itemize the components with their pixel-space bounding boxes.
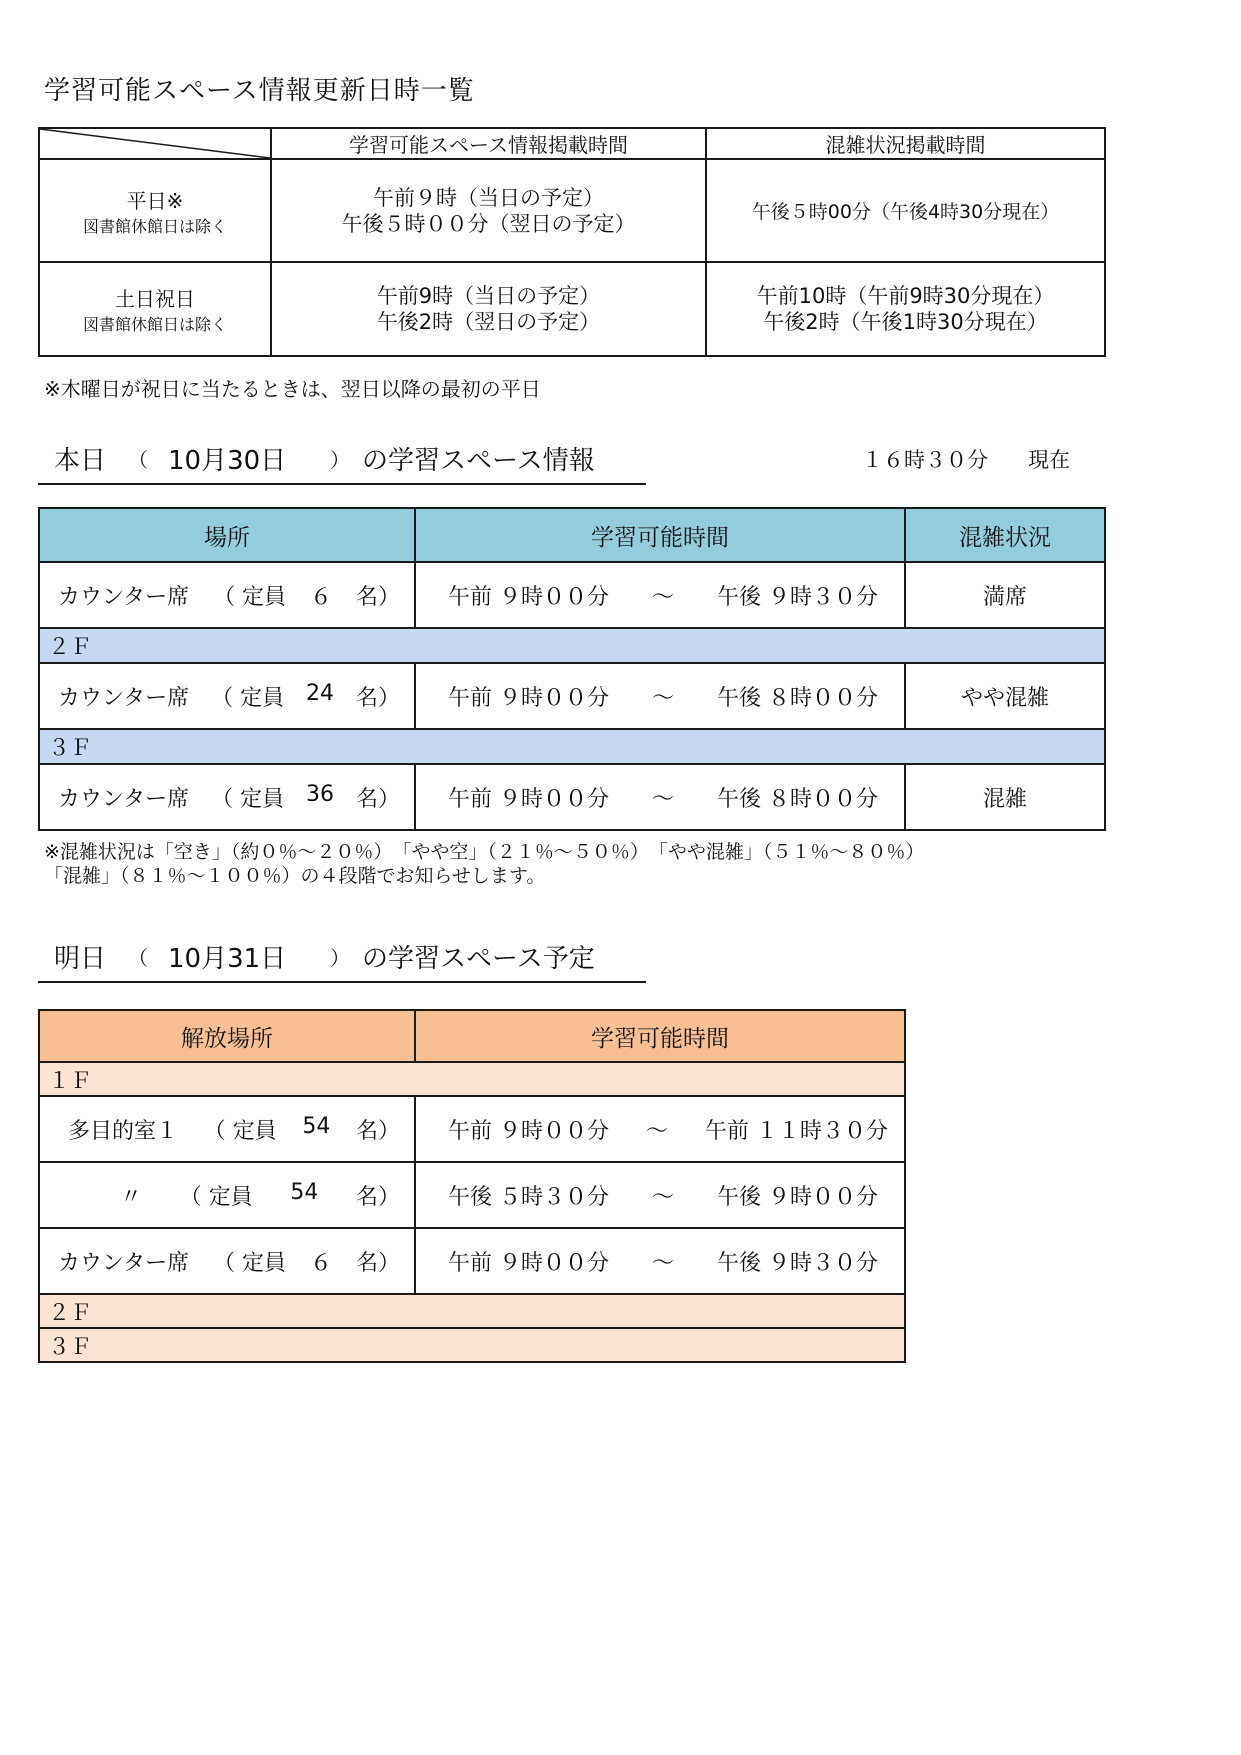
today-date: 10月30日	[168, 446, 287, 476]
tilde: ～	[651, 584, 674, 610]
weekday-label: 平日※	[126, 188, 184, 213]
weekend-congestion-time-2: 午後2時（午後1時30分現在）	[763, 310, 1048, 334]
weekend-congestion-time-1: 午前10時（午前9時30分現在）	[756, 284, 1055, 308]
tomorrow-heading-underline	[38, 981, 646, 983]
table-row	[39, 663, 1105, 729]
tomorrow-suffix: の学習スペース予定	[362, 944, 595, 974]
diagonal-line	[40, 129, 270, 158]
header-open-place: 解放場所	[39, 1010, 415, 1062]
capacity-close: 名）	[355, 786, 400, 812]
floor-label: ３Ｆ	[39, 729, 1105, 764]
start-time: 午前 ９時００分	[448, 584, 609, 610]
congestion-note-line-2: 「混雑」（８１％～１００％）の４段階でお知らせします。	[44, 865, 546, 887]
floor-row	[39, 1062, 905, 1096]
capacity-open: （ 定員	[211, 786, 285, 812]
header-hours: 学習可能時間	[415, 1010, 905, 1062]
today-suffix: の学習スペース情報	[362, 446, 595, 476]
congestion-note	[44, 840, 924, 888]
seat-name-cell	[40, 681, 414, 712]
seat-name: 多目的室１	[68, 1118, 179, 1144]
hours-cell	[416, 580, 904, 611]
floor-label: ２Ｆ	[39, 1294, 905, 1328]
weekend-congestion-times	[706, 262, 1105, 356]
weekday-space-times	[271, 159, 706, 262]
today-paren-close: ）	[330, 448, 350, 472]
hours-cell	[416, 1246, 904, 1277]
weekday-sublabel: 図書館休館日は除く	[82, 216, 227, 236]
start-time: 午前 ９時００分	[448, 685, 609, 711]
table-row	[39, 764, 1105, 830]
tomorrow-space-table	[38, 1009, 906, 1363]
status-cell: 混雑	[905, 764, 1105, 830]
seat-name: カウンター席	[58, 1250, 190, 1276]
hours-cell	[416, 1114, 904, 1145]
start-time: 午後 ５時３０分	[448, 1184, 609, 1210]
end-time: 午後 ８時００分	[716, 786, 878, 812]
header-space-posting-time: 学習可能スペース情報掲載時間	[271, 128, 706, 159]
update-schedule-table	[38, 127, 1106, 357]
capacity-value: 36	[306, 781, 335, 807]
start-time: 午前 ９時００分	[448, 1118, 609, 1144]
table-row	[39, 562, 1105, 628]
capacity-value: 54	[302, 1113, 331, 1139]
header-congestion-posting-time: 混雑状況掲載時間	[706, 128, 1105, 159]
header-hours: 学習可能時間	[415, 508, 905, 562]
seat-name: カウンター席	[58, 786, 190, 812]
hours-cell	[416, 782, 904, 813]
seat-name-cell	[40, 580, 414, 611]
tilde: ～	[651, 1250, 674, 1276]
status-cell: やや混雑	[905, 663, 1105, 729]
seat-name: カウンター席	[58, 685, 190, 711]
today-heading	[0, 440, 1241, 480]
capacity-value: ６	[310, 1250, 333, 1276]
tilde: ～	[651, 1184, 674, 1210]
today-space-table	[38, 507, 1106, 831]
weekend-space-times	[271, 262, 706, 356]
holiday-note: ※木曜日が祝日に当たるときは、翌日以降の最初の平日	[44, 377, 541, 401]
tomorrow-paren-open: （	[128, 946, 148, 970]
floor-row	[39, 628, 1105, 663]
end-time: 午前 １１時３０分	[704, 1118, 888, 1144]
tomorrow-paren-close: ）	[330, 946, 350, 970]
seat-name-cell	[40, 1246, 414, 1277]
capacity-close: 名）	[355, 584, 400, 610]
weekday-congestion-time-1: 午後５時00分（午後4時30分現在）	[751, 201, 1060, 223]
hours-cell	[416, 1180, 904, 1211]
floor-row	[39, 1294, 905, 1328]
seat-name-cell	[40, 782, 414, 813]
today-heading-underline	[38, 483, 646, 485]
floor-label: １Ｆ	[39, 1062, 905, 1096]
floor-label: ３Ｆ	[39, 1328, 905, 1362]
tomorrow-heading	[0, 938, 1241, 978]
capacity-close: 名）	[355, 1184, 400, 1210]
diagonal-header-cell	[39, 128, 271, 159]
congestion-note-line-1: ※混雑状況は「空き」（約０％～２０％） 「やや空」（２１％～５０％） 「やや混雑」（５１％～８０％）	[44, 841, 925, 863]
floor-row	[39, 1328, 905, 1362]
capacity-open: （ 定員	[213, 584, 287, 610]
table-row	[39, 1228, 905, 1294]
start-time: 午前 ９時００分	[448, 1250, 609, 1276]
capacity-close: 名）	[355, 685, 400, 711]
table-row	[39, 1162, 905, 1228]
capacity-value: 54	[290, 1179, 319, 1205]
capacity-open: （ 定員	[213, 1250, 287, 1276]
end-time: 午後 ９時３０分	[716, 584, 878, 610]
seat-name: カウンター席	[58, 584, 190, 610]
capacity-value: ６	[310, 584, 333, 610]
today-prefix: 本日	[54, 446, 107, 476]
seat-name-cell	[40, 1114, 414, 1145]
tomorrow-prefix: 明日	[54, 944, 107, 974]
hours-cell	[416, 681, 904, 712]
weekend-label: 土日祝日	[115, 287, 195, 311]
header-place: 場所	[39, 508, 415, 562]
today-paren-open: （	[128, 448, 148, 472]
capacity-open: （ 定員	[179, 1184, 253, 1210]
end-time: 午後 ９時００分	[716, 1184, 878, 1210]
current-label: 現在	[1028, 448, 1070, 472]
status-cell: 満席	[905, 562, 1105, 628]
capacity-open: （ 定員	[203, 1118, 277, 1144]
weekday-congestion-times	[706, 159, 1105, 262]
capacity-value: 24	[306, 680, 335, 706]
row-label-weekend	[39, 262, 271, 356]
start-time: 午前 ９時００分	[448, 786, 609, 812]
tilde: ～	[651, 786, 674, 812]
capacity-close: 名）	[355, 1118, 400, 1144]
tilde: ～	[651, 685, 674, 711]
capacity-open: （ 定員	[211, 685, 285, 711]
weekend-sublabel: 図書館休館日は除く	[82, 315, 227, 334]
end-time: 午後 ９時３０分	[716, 1250, 878, 1276]
weekend-space-time-1: 午前9時（当日の予定）	[376, 284, 601, 308]
end-time: 午後 ８時００分	[716, 685, 878, 711]
weekday-space-time-2: 午後５時００分（翌日の予定）	[341, 211, 636, 236]
current-time: １６時３０分	[862, 448, 988, 472]
weekend-space-time-2: 午後2時（翌日の予定）	[376, 310, 601, 334]
seat-name: 〃	[120, 1184, 143, 1210]
table-row	[39, 1096, 905, 1162]
header-status: 混雑状況	[905, 508, 1105, 562]
weekday-space-time-1: 午前９時（当日の予定）	[373, 185, 604, 210]
capacity-close: 名）	[355, 1250, 400, 1276]
seat-name-cell	[40, 1180, 414, 1211]
floor-label: ２Ｆ	[39, 628, 1105, 663]
page-title: 学習可能スペース情報更新日時一覧	[44, 76, 475, 106]
tomorrow-date: 10月31日	[168, 944, 287, 974]
tilde: ～	[645, 1118, 668, 1144]
row-label-weekday	[39, 159, 271, 262]
floor-row	[39, 729, 1105, 764]
